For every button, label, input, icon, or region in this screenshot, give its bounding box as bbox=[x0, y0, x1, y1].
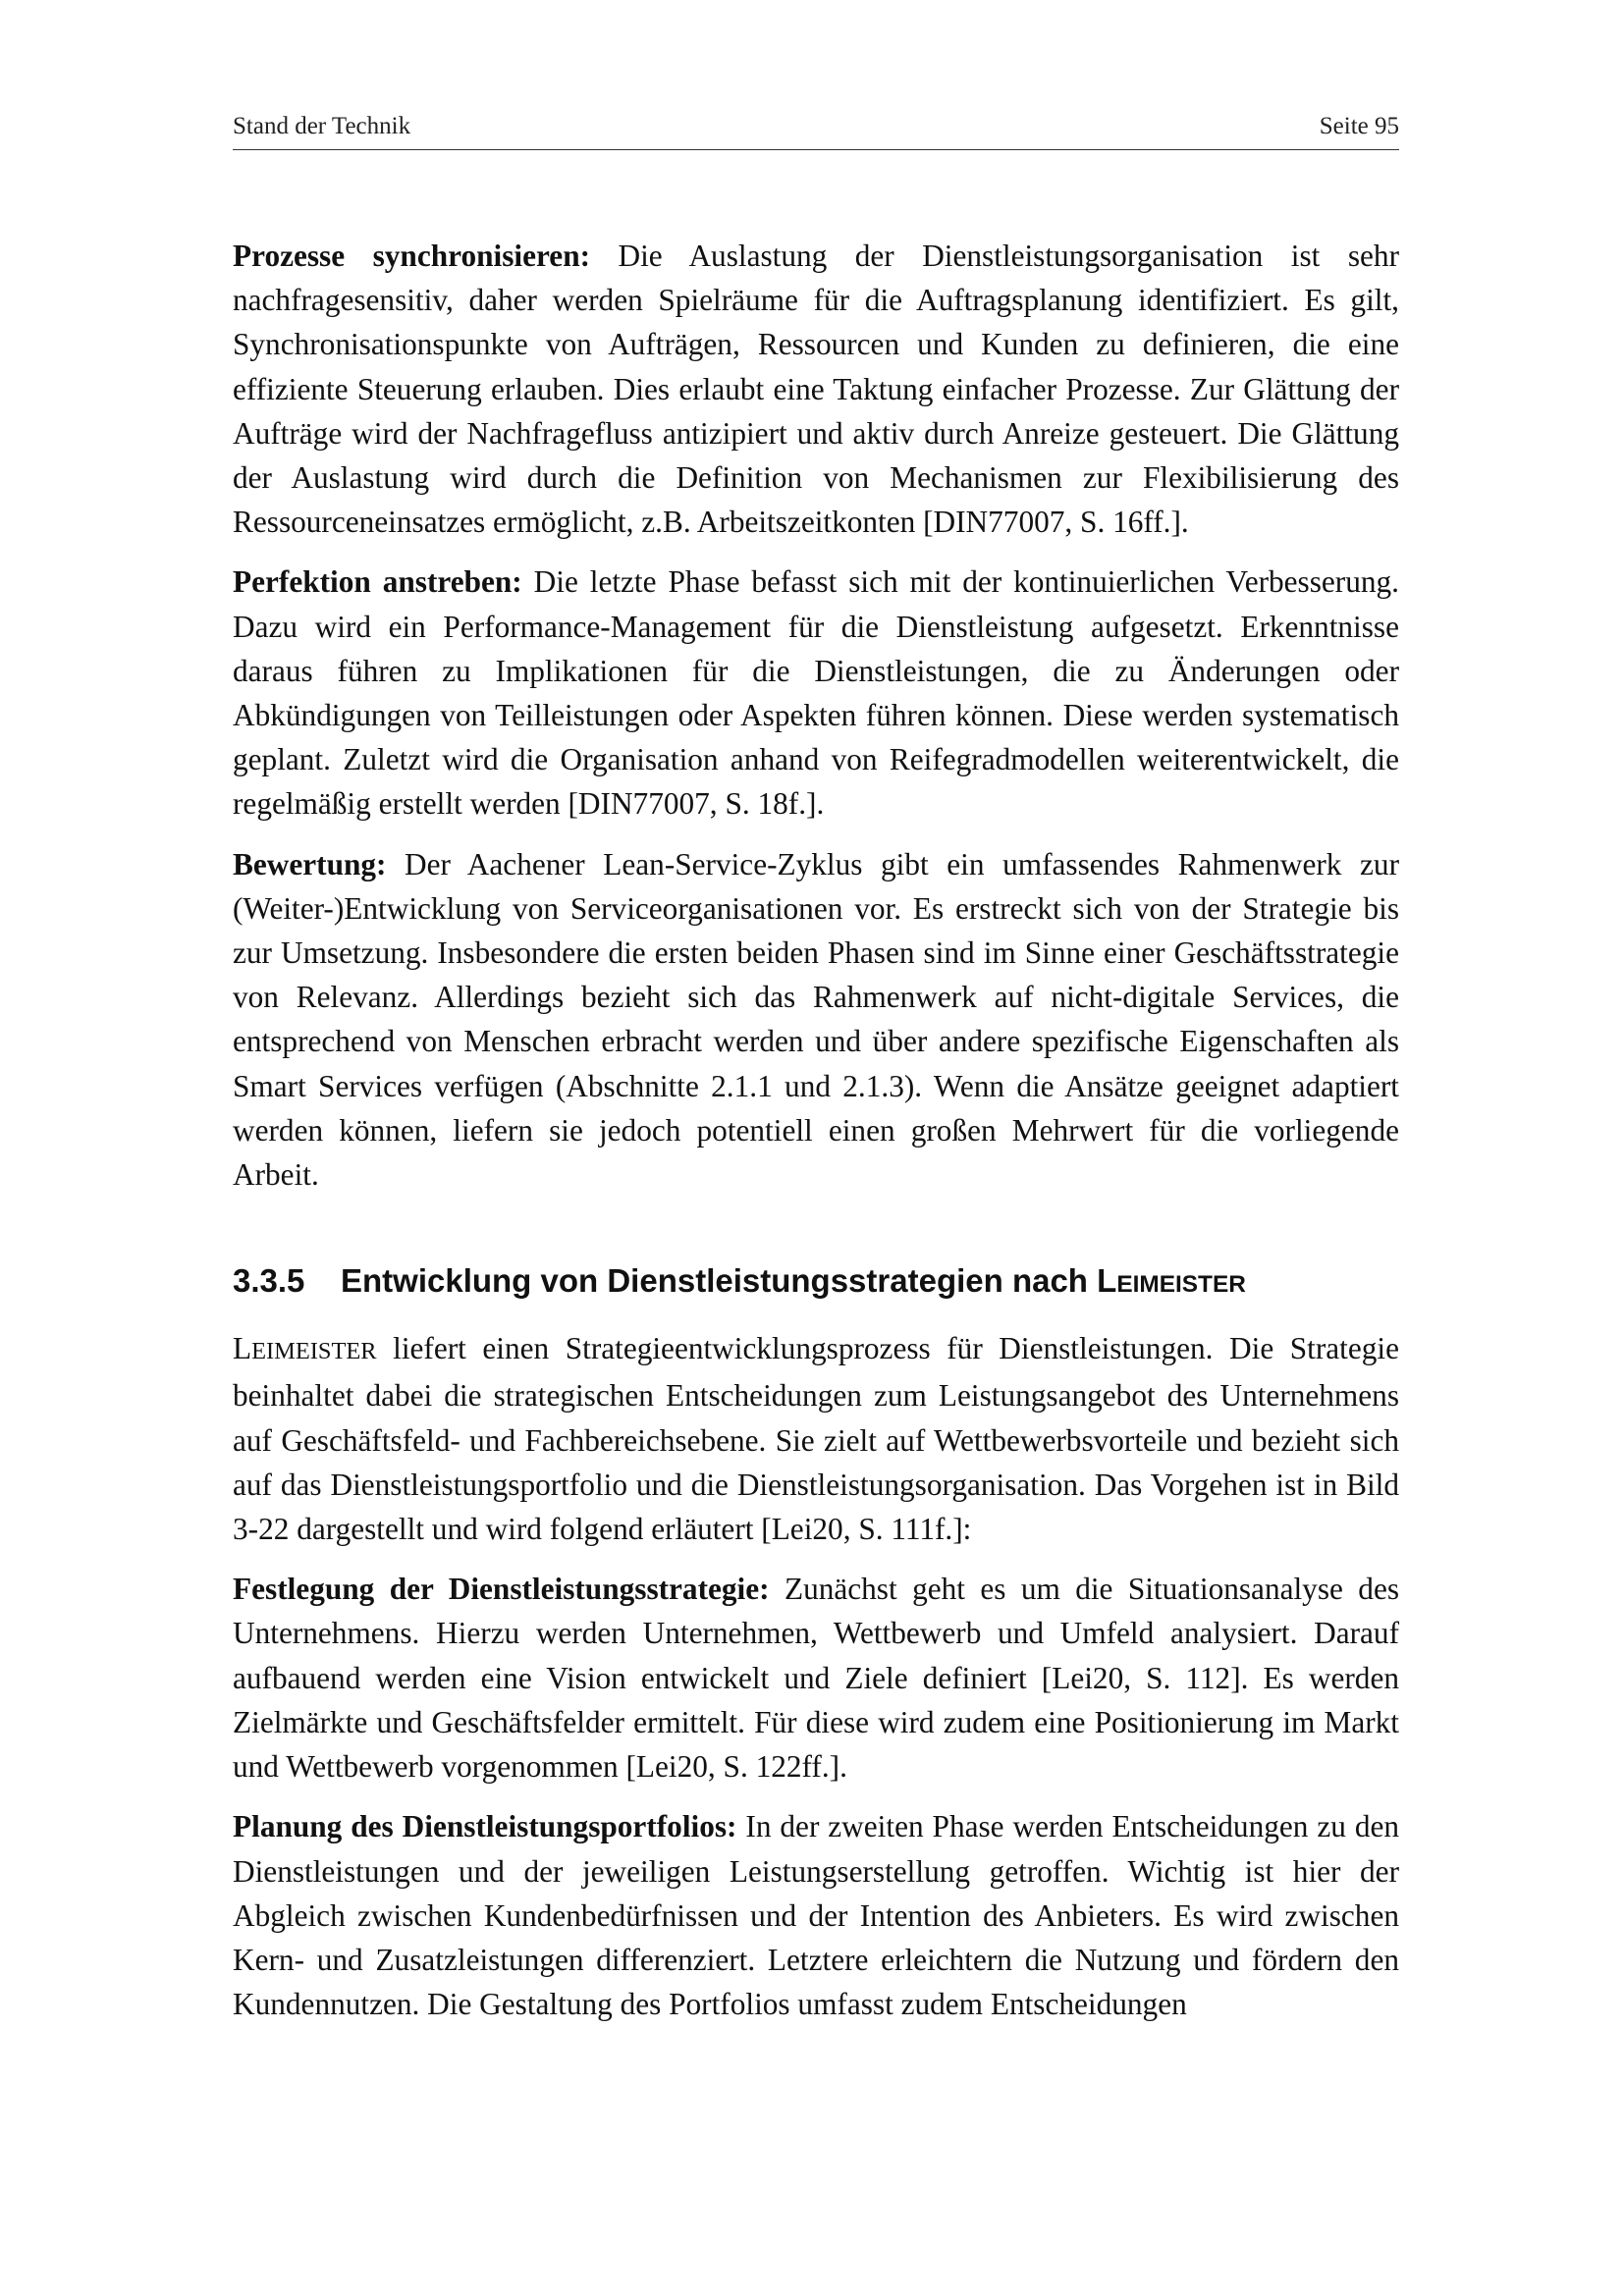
paragraph-festlegung-strategie bbox=[233, 1567, 1399, 1789]
section-title-text: Entwicklung von Dienstleistungsstrategien nach bbox=[341, 1262, 1098, 1300]
paragraph-perfektion-anstreben bbox=[233, 560, 1399, 826]
section-heading bbox=[233, 1261, 1399, 1305]
paragraph-bewertung bbox=[233, 842, 1399, 1198]
intro-author-initial: L bbox=[233, 1331, 252, 1366]
section-author-rest: EIMEISTER bbox=[1116, 1271, 1246, 1299]
paragraph-text: Die Auslastung der Dienstleistungsorganisation ist sehr nachfragesensitiv, daher werden Spielräume für die Auftragsplanung identifiziert. Es gilt, Synchronisationspunkte von Aufträgen, Ressourcen und Kunden zu definieren, die eine effiziente Steuerung erlauben. Dies erlaubt eine Taktung einfacher Prozesse. Zur Glättung der Aufträge wird der Nachfragefluss antizipiert und aktiv durch Anreize gesteuert. Die Glättung der Auslastung wird durch die Definition von Mechanismen zur Flexibilisierung des Ressourceneinsatzes ermöglicht, z.B. Arbeitszeitkonten [DIN77007, S. 16ff.]. bbox=[233, 239, 1399, 540]
running-header bbox=[233, 112, 1399, 150]
paragraph-text: Zunächst geht es um die Situationsanalyse des Unternehmens. Hierzu werden Unternehmen, Wettbewerb und Umfeld analysiert. Darauf aufbauend werden eine Vision entwickelt und Ziele definiert [Lei20, S. 112]. Es werden Zielmärkte und Geschäftsfelder ermittelt. Für diese wird zudem eine Positionierung im Markt und Wettbewerb vorgenommen [Lei20, S. 122ff.]. bbox=[233, 1572, 1400, 1785]
paragraph-prozesse-synchronisieren bbox=[233, 234, 1399, 544]
paragraph-lead: Bewertung: bbox=[233, 846, 387, 881]
header-page-number: Seite 95 bbox=[1319, 113, 1399, 139]
body-text bbox=[233, 234, 1399, 2042]
section-author-initial: L bbox=[1097, 1262, 1117, 1300]
paragraph-lead: Festlegung der Dienstleistungsstrategie: bbox=[233, 1572, 770, 1607]
section-number: 3.3.5 bbox=[233, 1262, 305, 1300]
paragraph-lead: Prozesse synchronisieren: bbox=[233, 239, 591, 273]
header-chapter-title: Stand der Technik bbox=[233, 113, 411, 139]
paragraph-planung-portfolio bbox=[233, 1804, 1399, 2026]
paragraph-lead: Planung des Dienstleistungsportfolios: bbox=[233, 1809, 737, 1844]
paragraph-leimeister-intro bbox=[233, 1326, 1399, 1551]
paragraph-text: Die letzte Phase befasst sich mit der kontinuierlichen Verbesserung. Dazu wird ein Performance-Management für die Dienstleistung aufgesetzt. Erkenntnisse daraus führen zu Implikationen für die Dienstleistungen, die zu Änderungen oder Abkündigungen von Teilleistungen oder Aspekten führen können. Diese werden systematisch geplant. Zuletzt wird die Organisation anhand von Reifegradmodellen weiterentwickelt, die regelmäßig erstellt werden [DIN77007, S. 18f.]. bbox=[233, 564, 1399, 822]
paragraph-text: liefert einen Strategieentwicklungsprozess für Dienstleistungen. Die Strategie beinhaltet dabei die strategischen Entscheidungen zum Leistungsangebot des Unternehmens auf Geschäftsfeld- und Fachbereichsebene. Sie zielt auf Wettbewerbsvorteile und bezieht sich auf das Dienstleistungsportfolio und die Dienstleistungsorganisation. Das Vorgehen ist in Bild 3-22 dargestellt und wird folgend erläutert [Lei20, S. 111f.]: bbox=[233, 1331, 1399, 1547]
paragraph-lead: Perfektion anstreben: bbox=[233, 564, 522, 600]
intro-author-rest: EIMEISTER bbox=[251, 1338, 377, 1365]
paragraph-text: Der Aachener Lean-Service-Zyklus gibt ein umfassendes Rahmenwerk zur (Weiter-)Entwicklung von Serviceorganisationen vor. Es erstreckt sich von der Strategie bis zur Umsetzung. Insbesondere die ersten beiden Phasen sind im Sinne einer Geschäftsstrategie von Relevanz. Allerdings bezieht sich das Rahmenwerk auf nicht-digitale Services, die entsprechend von Menschen erbracht werden und über andere spezifische Eigenschaften als Smart Services verfügen (Abschnitte 2.1.1 und 2.1.3). Wenn die Ansätze geeignet adaptiert werden können, liefern sie jedoch potentiell einen großen Mehrwert für die vorliegende Arbeit. bbox=[233, 846, 1399, 1193]
section-title bbox=[341, 1261, 1246, 1305]
paragraph-text: In der zweiten Phase werden Entscheidungen zu den Dienstleistungen und der jeweiligen Leistungserstellung getroffen. Wichtig ist hier der Abgleich zwischen Kundenbedürfnissen und der Intention des Anbieters. Es wird zwischen Kern- und Zusatzleistungen differenziert. Letztere erleichtern die Nutzung und fördern den Kundennutzen. Die Gestaltung des Portfolios umfasst zudem Entscheidungen bbox=[233, 1809, 1400, 2022]
